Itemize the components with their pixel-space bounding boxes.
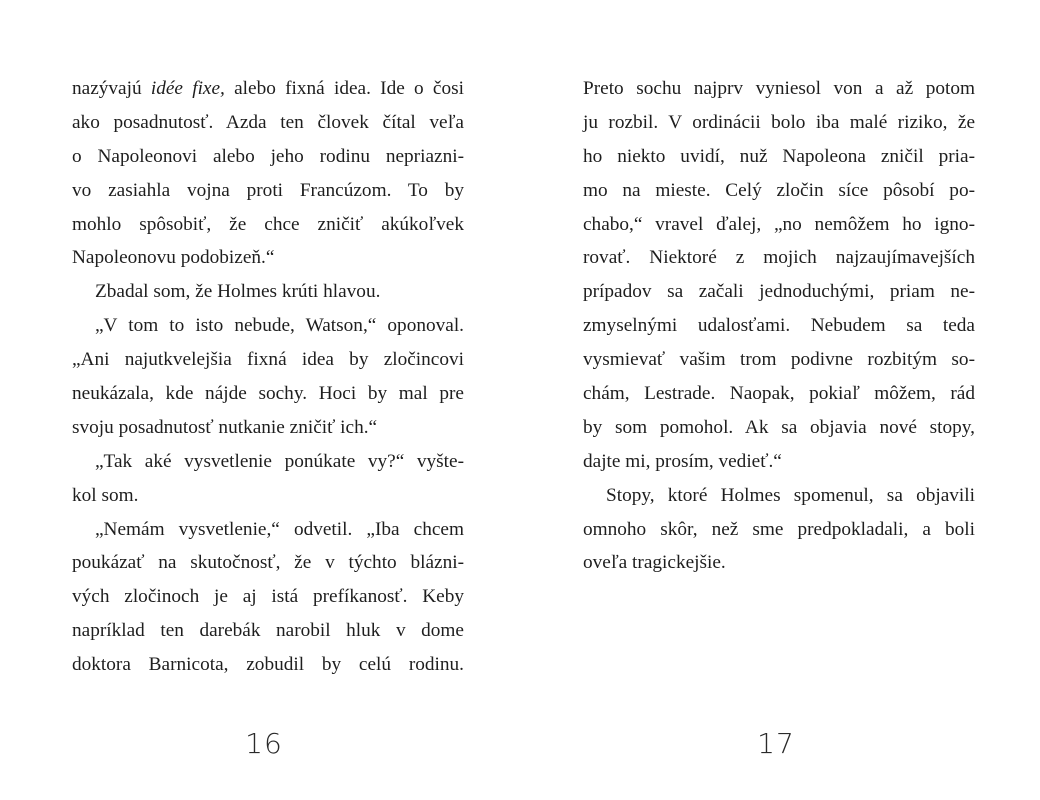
text-line: „Ani najutkvelejšia fixná idea by zločincovi xyxy=(72,349,464,371)
text-line: Stopy, ktoré Holmes spomenul, sa objavili xyxy=(606,484,975,506)
text-line: chám, Lestrade. Naopak, pokiaľ môžem, rád xyxy=(583,383,975,405)
text-line: Napoleonovu podobizeň.“ xyxy=(72,247,275,269)
text-line: mohlo spôsobiť, že chce zničiť akúkoľvek xyxy=(72,213,464,235)
text-line: „Tak aké vysvetlenie ponúkate vy?“ vyšte- xyxy=(95,450,464,472)
text-line: by som pomohol. Ak sa objavia nové stopy, xyxy=(583,416,975,438)
text-line: ako posadnutosť. Azda ten človek čítal veľa xyxy=(72,111,464,133)
text-line: napríklad ten darebák narobil hluk v dome xyxy=(72,620,464,642)
text-line: Preto sochu najprv vyniesol von a až potom xyxy=(583,78,975,99)
text-line: neukázala, kde nájde sochy. Hoci by mal pre xyxy=(72,383,464,405)
text-line: mo na mieste. Celý zločin síce pôsobí po- xyxy=(583,179,975,201)
text-run: alebo fixná idea. Ide o čosi xyxy=(224,78,464,99)
text-line: poukázať na skutočnosť, že v týchto blázni- xyxy=(72,552,464,574)
text-line: ju rozbil. V ordinácii bolo iba malé riziko, že xyxy=(583,111,975,133)
right-page-text xyxy=(583,72,975,580)
left-page-number: 16 xyxy=(245,727,283,760)
text-line: oveľa tragickejšie. xyxy=(583,552,726,574)
text-line: vo zasiahla vojna proti Francúzom. To by xyxy=(72,179,464,201)
text-line: o Napoleonovi alebo jeho rodinu nepriazni- xyxy=(72,145,464,167)
text-line: omnoho skôr, než sme predpokladali, a boli xyxy=(583,518,975,540)
text-line: zmyselnými udalosťami. Nebudem sa teda xyxy=(583,315,975,337)
left-page-text xyxy=(72,72,464,682)
text-line: ho niekto uvidí, nuž Napoleona zničil pria- xyxy=(583,145,975,167)
text-line xyxy=(72,72,464,106)
text-line: chabo,“ vravel ďalej, „no nemôžem ho igno- xyxy=(583,213,975,235)
text-line: vých zločinoch je aj istá prefíkanosť. Keby xyxy=(72,586,464,608)
text-line: „V tom to isto nebude, Watson,“ oponoval. xyxy=(95,315,464,337)
text-line: vysmievať vašim trom podivne rozbitým so- xyxy=(583,349,975,371)
text-line: „Nemám vysvetlenie,“ odvetil. „Iba chcem xyxy=(95,518,464,540)
text-line: rovať. Niektoré z mojich najzaujímavejších xyxy=(583,247,975,269)
text-line: prípadov sa začali jednoduchými, priam ne- xyxy=(583,281,975,303)
text-line: dajte mi, prosím, vedieť.“ xyxy=(583,450,782,472)
right-page-number: 17 xyxy=(757,727,795,760)
italic-phrase: idée fixe, xyxy=(150,78,225,99)
text-line: svoju posadnutosť nutkanie zničiť ich.“ xyxy=(72,416,378,438)
text-line: Zbadal som, že Holmes krúti hlavou. xyxy=(95,281,381,303)
text-run: nazývajú xyxy=(72,78,151,99)
text-line: kol som. xyxy=(72,484,139,506)
text-line: doktora Barnicota, zobudil by celú rodinu. xyxy=(72,654,464,676)
